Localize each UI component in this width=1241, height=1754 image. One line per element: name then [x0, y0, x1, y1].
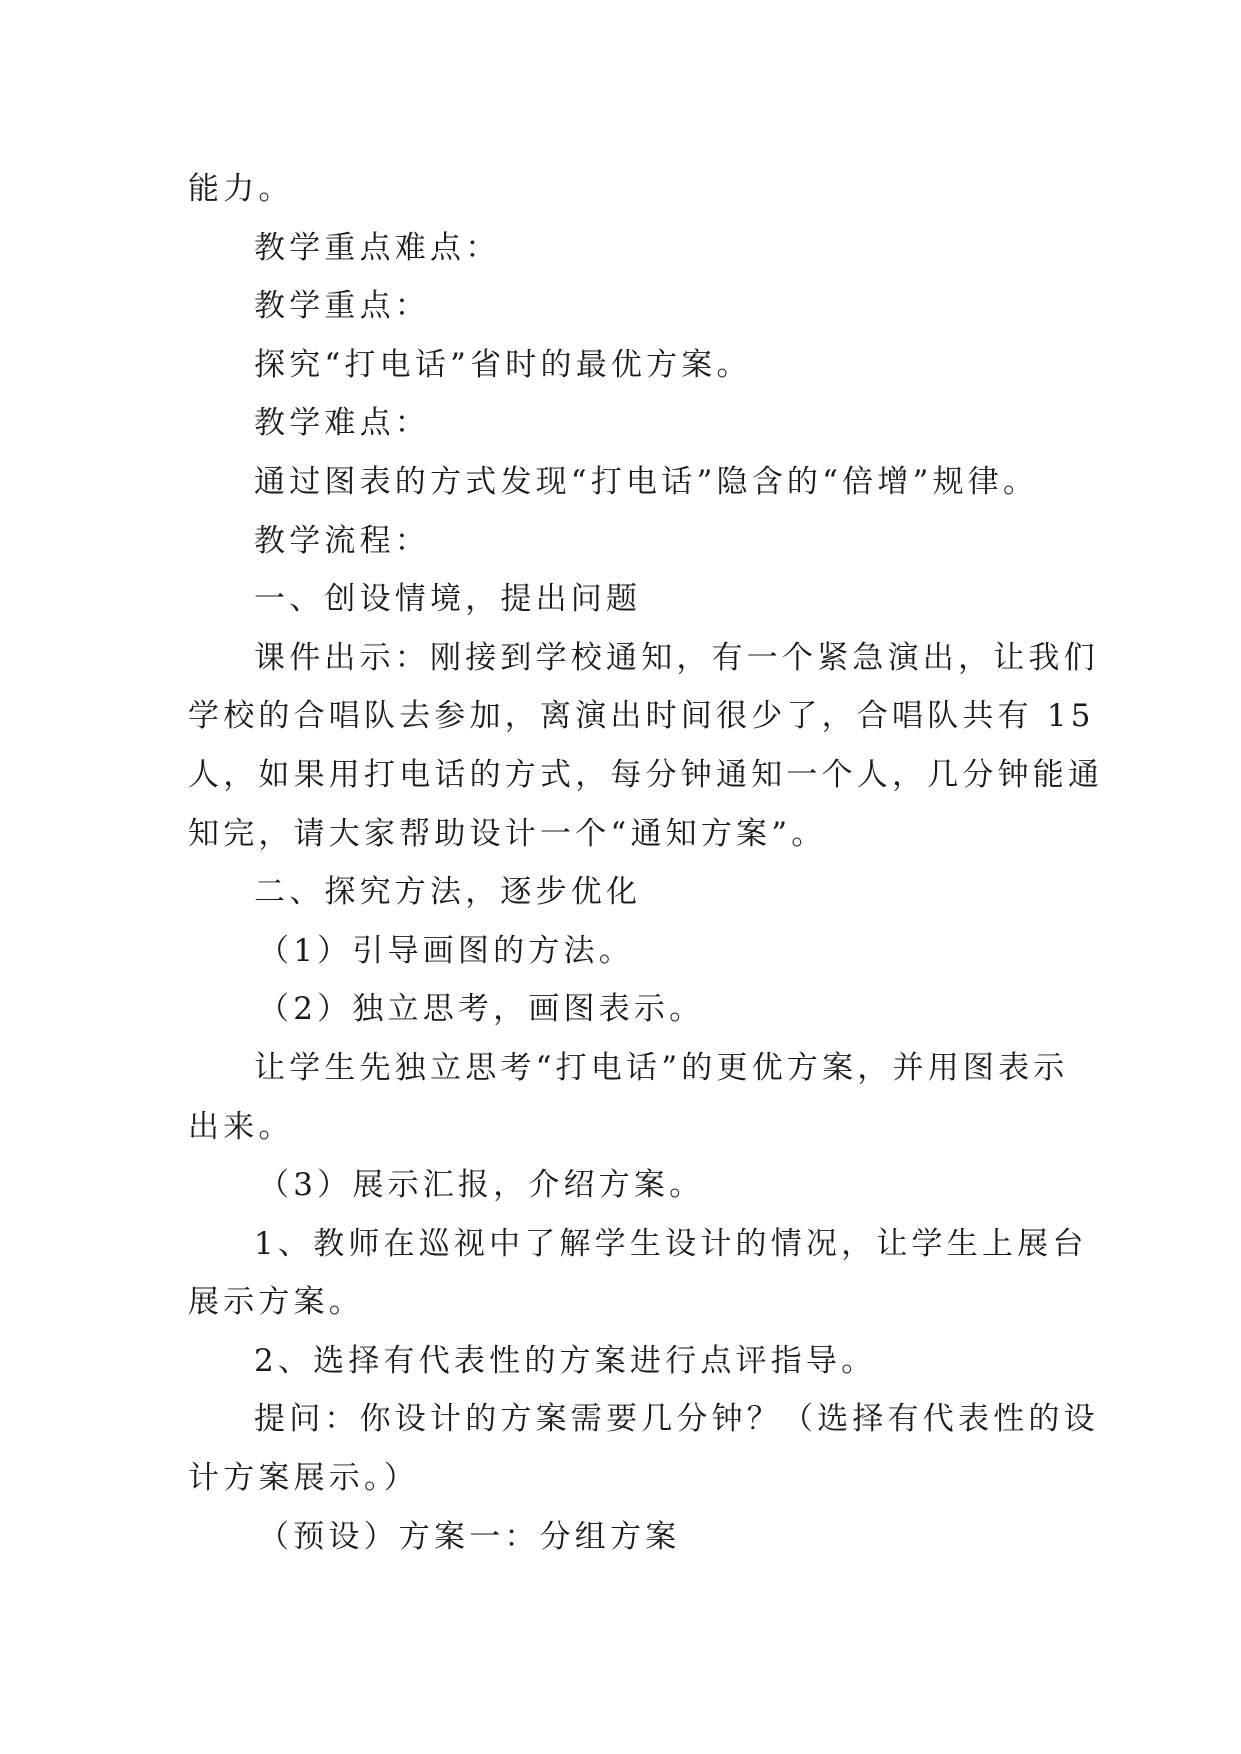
heading-key-difficult-points: 教学重点难点：	[254, 229, 501, 266]
paragraph-teacher-line-1: 1、教师在巡视中了解学生设计的情况，让学生上展台	[254, 1225, 1088, 1262]
text-line-ability: 能力。	[188, 171, 294, 207]
paragraph-scenario-line-3: 人，如果用打电话的方式，每分钟通知一个人，几分钟能通	[188, 756, 1104, 793]
list-item-3: （3）展示汇报，介绍方案。	[258, 1167, 705, 1204]
heading-key-points: 教学重点：	[254, 288, 430, 325]
text-key-point: 探究“打电话”省时的最优方案。	[254, 346, 752, 383]
paragraph-scenario-line-2: 学校的合唱队去参加，离演出时间很少了，合唱队共有 15	[188, 698, 1095, 735]
paragraph-teacher-line-2: 展示方案。	[188, 1284, 364, 1321]
paragraph-scenario-line-1: 课件出示：刚接到学校通知，有一个紧急演出，让我们	[254, 639, 1099, 676]
text-difficult-point: 通过图表的方式发现“打电话”隐含的“倍增”规律。	[254, 463, 1039, 500]
document-body	[188, 160, 1104, 1566]
heading-difficult-points: 教学难点：	[254, 405, 430, 442]
paragraph-plan-one: （预设）方案一：分组方案	[258, 1518, 681, 1555]
list-item-1: （1）引导画图的方法。	[258, 932, 634, 969]
list-item-2: （2）独立思考，画图表示。	[258, 991, 705, 1028]
paragraph-scenario-line-4: 知完，请大家帮助设计一个“通知方案”。	[188, 815, 827, 852]
paragraph-think-line-1: 让学生先独立思考“打电话”的更优方案，并用图表示	[254, 1049, 1069, 1086]
section-heading-2: 二、探究方法，逐步优化	[254, 874, 642, 911]
paragraph-select-plan: 2、选择有代表性的方案进行点评指导。	[254, 1342, 877, 1379]
paragraph-question-line-1: 提问：你设计的方案需要几分钟？（选择有代表性的设	[254, 1401, 1099, 1438]
heading-teaching-process: 教学流程：	[254, 522, 430, 559]
paragraph-question-line-2: 计方案展示。）	[188, 1460, 419, 1497]
section-heading-1: 一、创设情境，提出问题	[254, 581, 642, 618]
paragraph-think-line-2: 出来。	[188, 1108, 294, 1145]
